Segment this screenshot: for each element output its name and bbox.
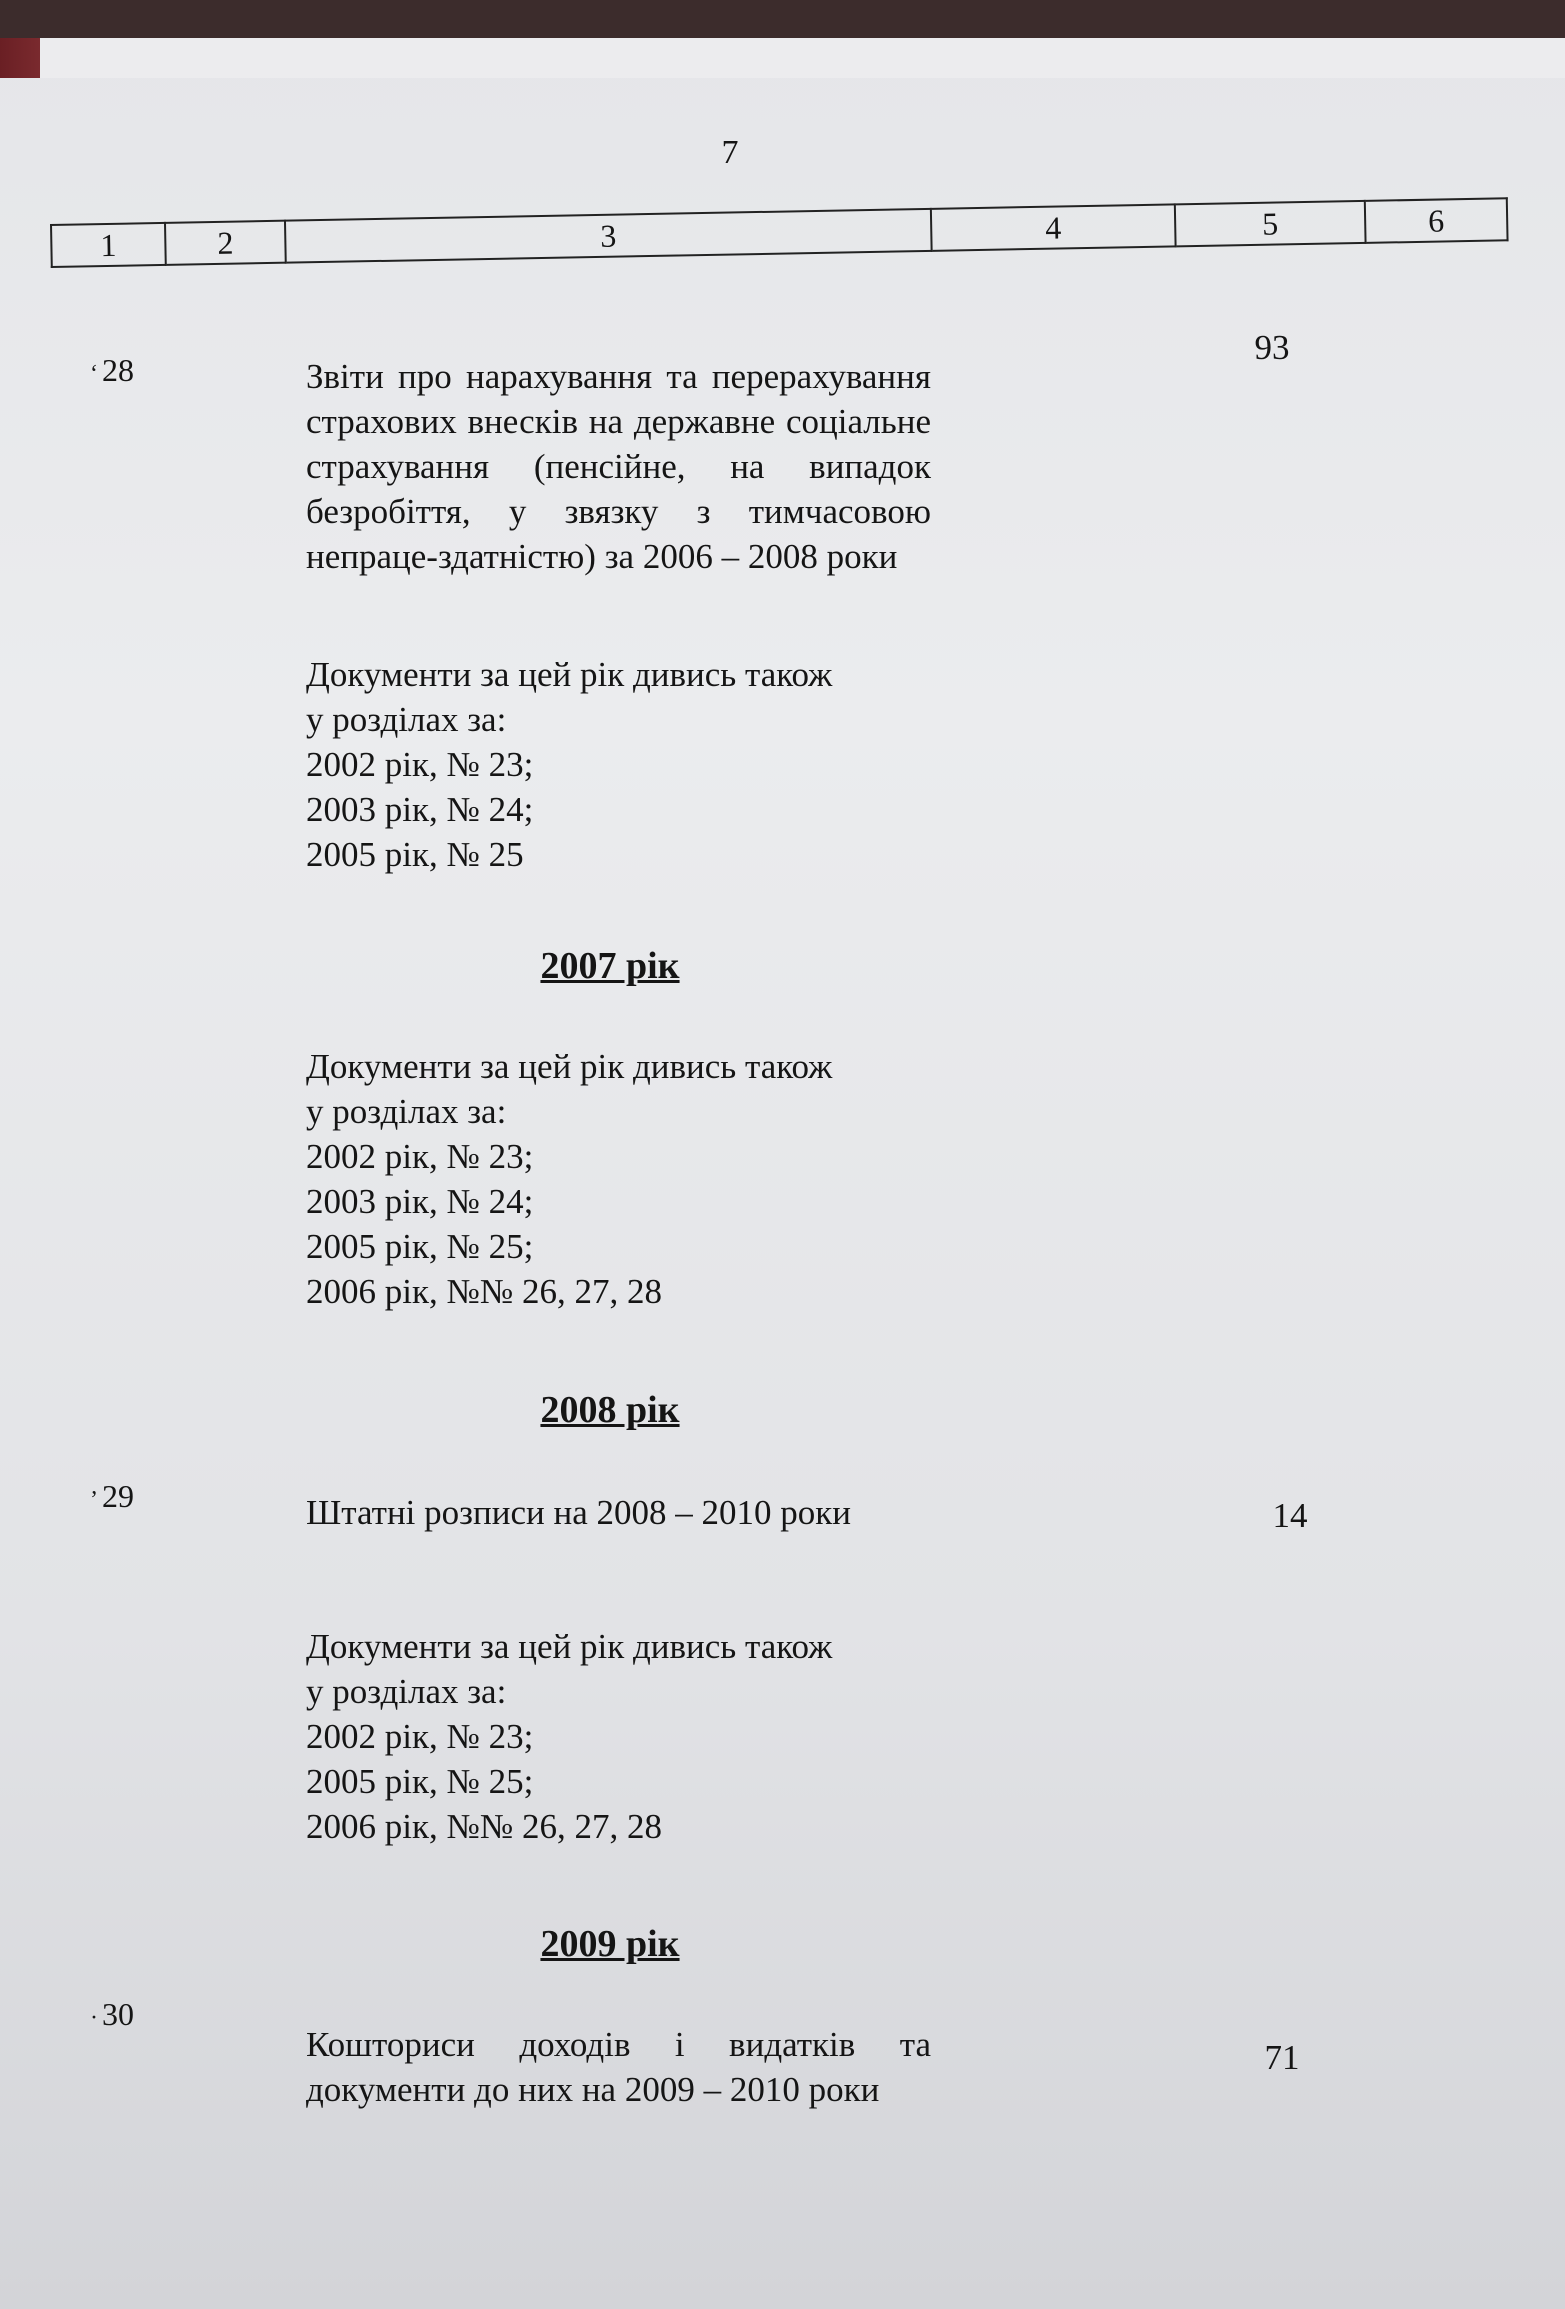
entry-number: ‘ 28 (90, 352, 134, 388)
see-also-ref: 2003 рік, № 24; (306, 790, 534, 829)
column-header-4: 4 (931, 204, 1176, 250)
column-header-1: 1 (51, 223, 166, 267)
see-also-block-2007 (306, 1044, 956, 1314)
entry-title: Звіти про нарахування та перерахування страхових внесків на державне соціальне страхування (пенсійне, на випадок безробіття, у звязку з тимчасовою непраце-здатністю) за 2006 – 2008 роки (306, 357, 931, 576)
year-heading-2007: 2007 рік (540, 945, 680, 987)
entry-quantity: 14 (1272, 1496, 1308, 1535)
column-header-table (50, 197, 1509, 268)
see-also-ref: 2006 рік, №№ 26, 27, 28 (306, 1807, 663, 1846)
entry-number: ’ 29 (90, 1478, 134, 1514)
year-heading-2008: 2008 рік (540, 1389, 680, 1431)
tick-mark: ’ (90, 1487, 98, 1513)
entry-title: Кошториси доходів і видатків та документи до них на 2009 – 2010 роки (306, 2025, 931, 2109)
entry-quantity: 71 (1264, 2038, 1300, 2077)
see-also-intro-2: у розділах за: (306, 700, 507, 739)
document-page (0, 38, 1565, 2309)
see-also-ref: 2006 рік, №№ 26, 27, 28 (306, 1272, 663, 1311)
tick-mark: ‘ (90, 361, 98, 387)
see-also-intro-2: у розділах за: (306, 1672, 507, 1711)
see-also-ref: 2002 рік, № 23; (306, 745, 534, 784)
see-also-intro: Документи за цей рік дивись також (306, 1627, 833, 1666)
see-also-block-2008 (306, 1624, 956, 1849)
see-also-ref: 2005 рік, № 25; (306, 1762, 534, 1801)
year-heading-2009: 2009 рік (540, 1923, 680, 1965)
column-header-6: 6 (1365, 198, 1508, 243)
see-also-ref: 2003 рік, № 24; (306, 1182, 534, 1221)
see-also-intro-2: у розділах за: (306, 1092, 507, 1131)
tick-mark: · (90, 2005, 98, 2031)
see-also-ref: 2002 рік, № 23; (306, 1717, 534, 1756)
page-number: 7 (721, 134, 739, 171)
entry-title: Штатні розписи на 2008 – 2010 роки (306, 1493, 851, 1532)
column-header-3: 3 (285, 209, 932, 263)
entry-quantity: 93 (1254, 328, 1290, 367)
see-also-block-2006 (306, 652, 956, 877)
see-also-ref: 2005 рік, № 25 (306, 835, 524, 874)
column-header-5: 5 (1175, 201, 1366, 246)
entry-number: · 30 (90, 1996, 134, 2032)
see-also-intro: Документи за цей рік дивись також (306, 655, 833, 694)
page-edge (0, 38, 1565, 78)
column-header-2: 2 (165, 221, 286, 265)
see-also-intro: Документи за цей рік дивись також (306, 1047, 833, 1086)
see-also-ref: 2005 рік, № 25; (306, 1227, 534, 1266)
see-also-ref: 2002 рік, № 23; (306, 1137, 534, 1176)
